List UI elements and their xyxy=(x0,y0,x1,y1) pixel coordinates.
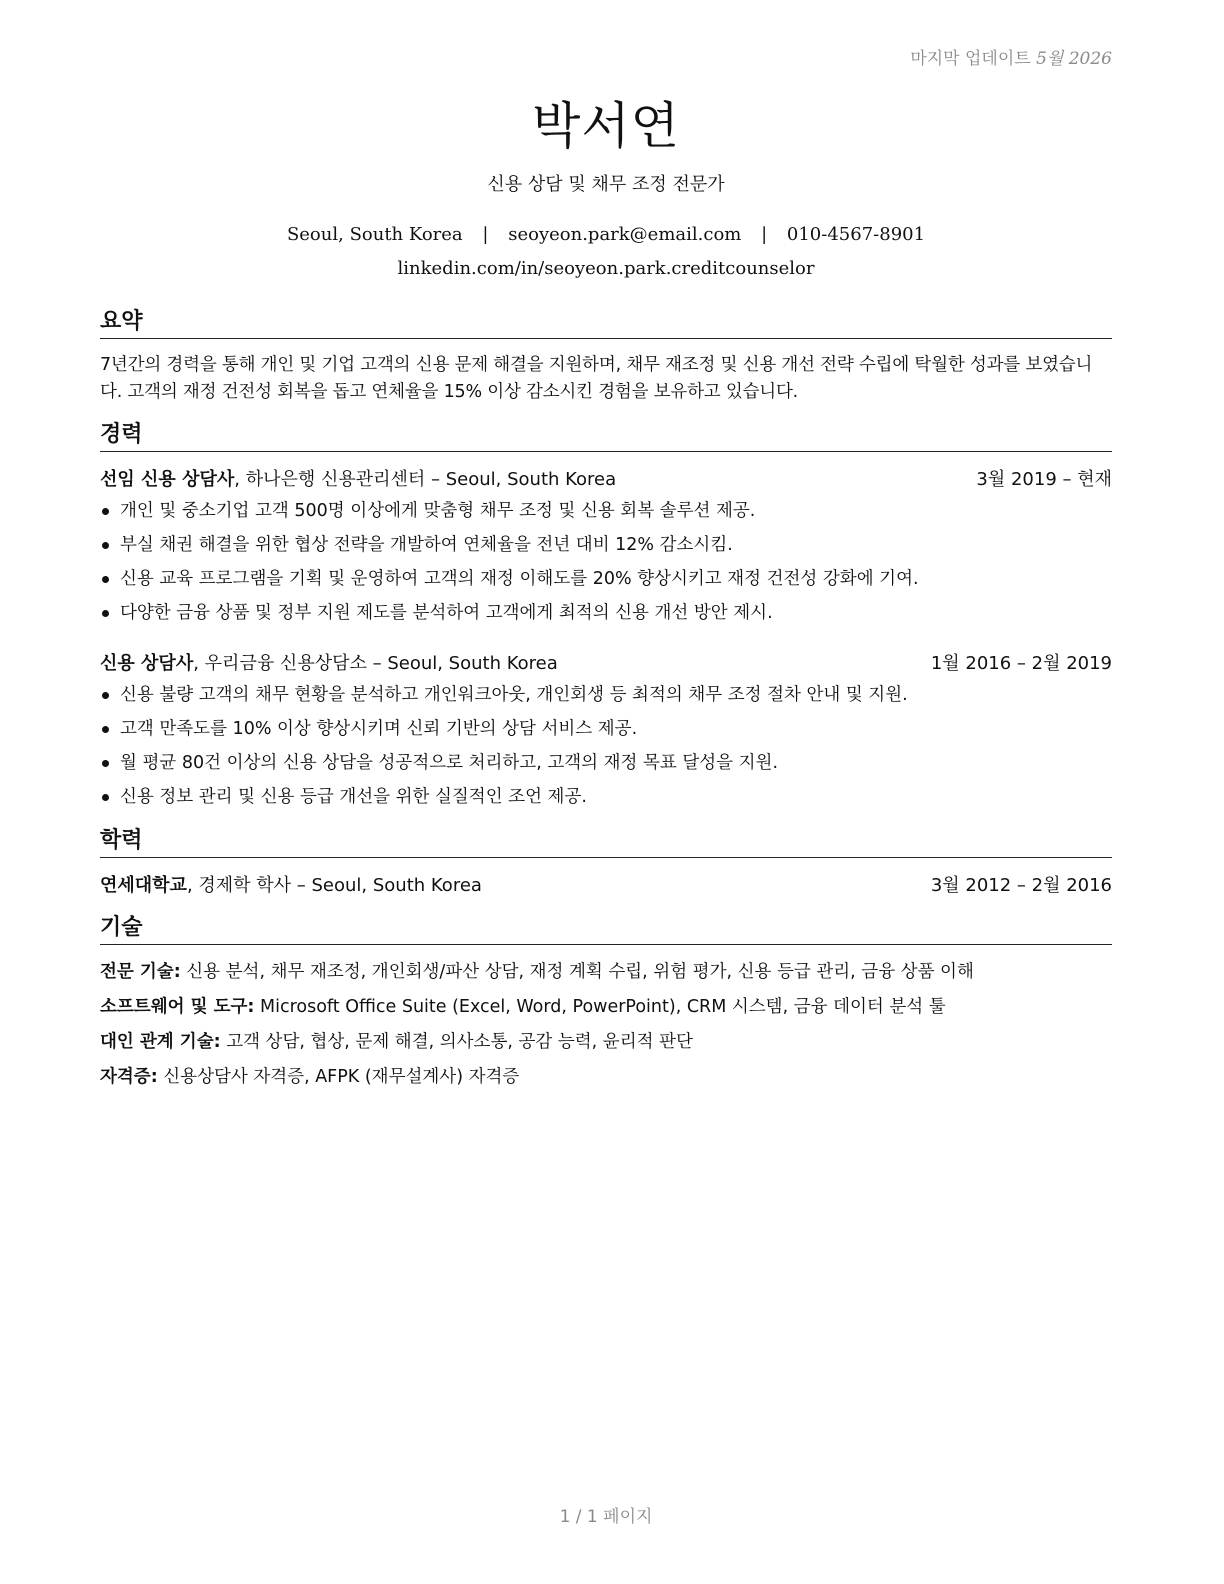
contact-separator: | xyxy=(761,224,768,245)
skills-row xyxy=(100,1065,1112,1100)
skills-list xyxy=(100,960,1112,1100)
job-bullets xyxy=(100,499,1112,635)
last-updated xyxy=(910,44,1112,69)
section-title-skills: 기술 xyxy=(100,914,1112,945)
list-item: 신용 교육 프로그램을 기획 및 운영하여 고객의 재정 이해도를 20% 향상시키고 재정 건전성 강화에 기여. xyxy=(100,567,1112,601)
job-bullets xyxy=(100,683,1112,819)
skills-label: 전문 기술: xyxy=(100,962,181,982)
summary-text: 7년간의 경력을 통해 개인 및 기업 고객의 신용 문제 해결을 지원하며, 채무 재조정 및 신용 개선 전략 수립에 탁월한 성과를 보였습니다. 고객의 재정 건전성 회복을 돕고 연체율을 15% 이상 감소시킨 경험을 보유하고 있습니다. xyxy=(100,355,1093,402)
skills-row xyxy=(100,995,1112,1030)
skills-value: 신용상담사 자격증, AFPK (재무설계사) 자격증 xyxy=(157,1067,520,1087)
list-item: 부실 채권 해결을 위한 협상 전략을 개발하여 연체율을 전년 대비 12% 감소시킴. xyxy=(100,533,1112,567)
list-item: 월 평균 80건 이상의 신용 상담을 성공적으로 처리하고, 고객의 재정 목표 달성을 지원. xyxy=(100,751,1112,785)
candidate-tagline: 신용 상담 및 채무 조정 전문가 xyxy=(487,174,725,195)
skills-value: 신용 분석, 채무 재조정, 개인회생/파산 상담, 재정 계획 수립, 위험 평가, 신용 등급 관리, 금융 상품 이해 xyxy=(180,962,974,982)
last-updated-label: 마지막 업데이트 xyxy=(910,49,1031,69)
candidate-name: 박서연 xyxy=(532,97,680,155)
contact-phone: 010-4567-8901 xyxy=(786,224,926,245)
skills-label: 자격증: xyxy=(100,1067,158,1087)
education-degree: , 경제학 학사 – Seoul, South Korea xyxy=(186,875,482,896)
contact-separator: | xyxy=(482,224,489,245)
job-dates: 3월 2019 – 현재 xyxy=(976,469,1112,490)
page-indicator: 1 / 1 페이지 xyxy=(559,1507,653,1527)
job-organization: , 하나은행 신용관리센터 – Seoul, South Korea xyxy=(234,469,617,490)
skills-row xyxy=(100,1030,1112,1065)
resume-page xyxy=(100,0,1112,1584)
skills-row xyxy=(100,960,1112,995)
job-header xyxy=(100,652,1112,676)
skills-value: 고객 상담, 협상, 문제 해결, 의사소통, 공감 능력, 윤리적 판단 xyxy=(220,1032,693,1052)
contact-location: Seoul, South Korea xyxy=(286,224,463,245)
list-item: 다양한 금융 상품 및 정부 지원 제도를 분석하여 고객에게 최적의 신용 개선 방안 제시. xyxy=(100,601,1112,635)
section-title-education: 학력 xyxy=(100,827,1112,858)
skills-label: 대인 관계 기술: xyxy=(100,1032,221,1052)
job-role: 선임 신용 상담사 xyxy=(100,469,235,490)
list-item: 고객 만족도를 10% 이상 향상시키며 신뢰 기반의 상담 서비스 제공. xyxy=(100,717,1112,751)
contact-linkedin[interactable]: linkedin.com/in/seoyeon.park.creditcounselor xyxy=(397,258,815,279)
job-header xyxy=(100,468,1112,492)
skills-value: Microsoft Office Suite (Excel, Word, PowerPoint), CRM 시스템, 금융 데이터 분석 툴 xyxy=(254,997,946,1017)
education-school: 연세대학교 xyxy=(100,875,187,896)
education-entry xyxy=(100,874,1112,898)
skills-label: 소프트웨어 및 도구: xyxy=(100,997,255,1017)
job-role: 신용 상담사 xyxy=(100,653,194,674)
list-item: 개인 및 중소기업 고객 500명 이상에게 맞춤형 채무 조정 및 신용 회복 솔루션 제공. xyxy=(100,499,1112,533)
job-organization: , 우리금융 신용상담소 – Seoul, South Korea xyxy=(193,653,558,674)
section-title-summary: 요약 xyxy=(100,308,1112,339)
contact-email[interactable]: seoyeon.park@email.com xyxy=(508,224,742,245)
section-title-experience: 경력 xyxy=(100,421,1112,452)
education-dates: 3월 2012 – 2월 2016 xyxy=(930,875,1112,896)
list-item: 신용 정보 관리 및 신용 등급 개선을 위한 실질적인 조언 제공. xyxy=(100,785,1112,819)
last-updated-date: 5월 2026 xyxy=(1036,49,1112,69)
contact-line xyxy=(100,224,1112,245)
job-dates: 1월 2016 – 2월 2019 xyxy=(930,653,1112,674)
list-item: 신용 불량 고객의 채무 현황을 분석하고 개인워크아웃, 개인회생 등 최적의 채무 조정 절차 안내 및 지원. xyxy=(100,683,1112,717)
